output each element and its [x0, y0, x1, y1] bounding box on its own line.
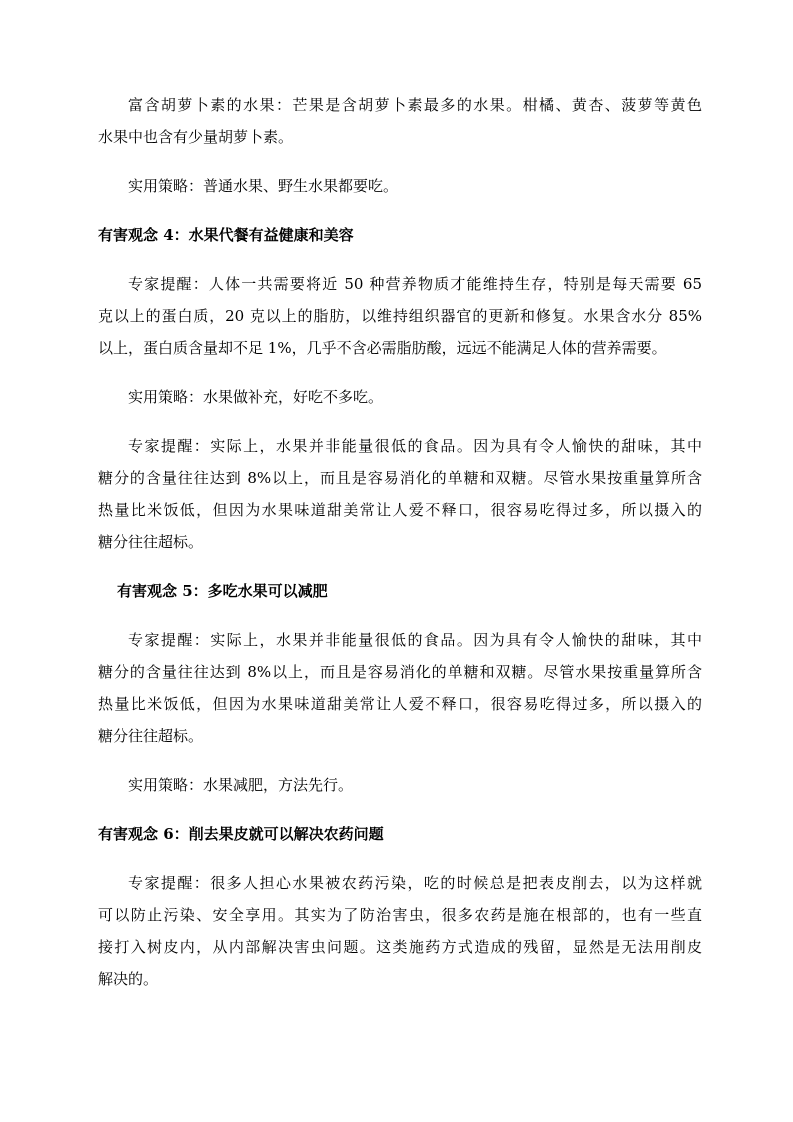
paragraph-line: 糖分的含量往往达到 8%以上，而且是容易消化的单糖和双糖。尽管水果按重量算所含	[98, 469, 702, 487]
paragraph-line: 专家提醒：人体一共需要将近 50 种营养物质才能维持生存，特别是每天需要 65	[128, 275, 702, 293]
paragraph-line: 糖分往往超标。	[98, 727, 204, 745]
paragraph-line: 水果中也含有少量胡萝卜素。	[98, 128, 294, 146]
paragraph	[98, 430, 702, 558]
paragraph-line: 克以上的蛋白质，20 克以上的脂肪，以维持组织器官的更新和修复。水果含水分 85%	[98, 307, 702, 325]
document-page	[98, 89, 702, 1012]
paragraph	[98, 381, 702, 413]
paragraph-line: 糖分的含量往往达到 8%以上，而且是容易消化的单糖和双糖。尽管水果按重量算所含	[98, 663, 702, 681]
paragraph-line: 热量比米饭低，但因为水果味道甜美常让人爱不释口，很容易吃得过多，所以摄入的	[98, 501, 702, 519]
paragraph	[98, 867, 702, 995]
paragraph-line: 以上，蛋白质含量却不足 1%，几乎不含必需脂肪酸，远远不能满足人体的营养需要。	[98, 339, 667, 357]
section-heading: 有害观念 6：削去果皮就可以解决农药问题	[98, 825, 384, 843]
paragraph-line: 热量比米饭低，但因为水果味道甜美常让人爱不释口，很容易吃得过多，所以摄入的	[98, 695, 702, 713]
paragraph-line: 富含胡萝卜素的水果：芒果是含胡萝卜素最多的水果。柑橘、黄杏、菠萝等黄色	[128, 96, 702, 114]
paragraph-line: 接打入树皮内，从内部解决害虫问题。这类施药方式造成的残留，显然是无法用削皮	[98, 938, 702, 956]
paragraph	[98, 624, 702, 752]
paragraph	[98, 170, 702, 202]
paragraph-line: 糖分往往超标。	[98, 533, 204, 551]
paragraph-line: 实用策略：普通水果、野生水果都要吃。	[128, 177, 399, 195]
section-heading: 有害观念 4：水果代餐有益健康和美容	[98, 226, 354, 244]
paragraph-line: 实用策略：水果做补充，好吃不多吃。	[128, 388, 384, 406]
paragraph-line: 实用策略：水果减肥，方法先行。	[128, 776, 354, 794]
paragraph-line: 专家提醒：实际上，水果并非能量很低的食品。因为具有令人愉快的甜味，其中	[128, 631, 702, 649]
paragraph	[98, 89, 702, 153]
paragraph	[98, 769, 702, 801]
paragraph-line: 专家提醒：实际上，水果并非能量很低的食品。因为具有令人愉快的甜味，其中	[128, 437, 702, 455]
section-heading: 有害观念 5：多吃水果可以减肥	[117, 582, 328, 600]
paragraph	[98, 268, 702, 364]
paragraph-line: 解决的。	[98, 970, 159, 988]
paragraph-line: 可以防止污染、安全享用。其实为了防治害虫，很多农药是施在根部的，也有一些直	[98, 906, 702, 924]
paragraph-line: 专家提醒：很多人担心水果被农药污染，吃的时候总是把表皮削去，以为这样就	[128, 874, 702, 892]
